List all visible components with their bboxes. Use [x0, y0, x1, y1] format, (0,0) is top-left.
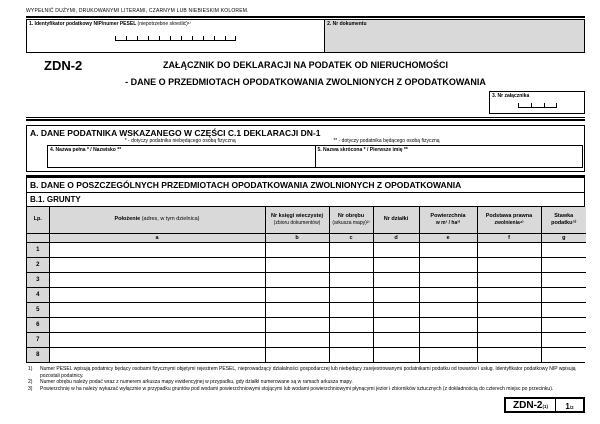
cell-input[interactable] — [477, 272, 541, 287]
cell-input[interactable] — [265, 272, 329, 287]
cell-input[interactable] — [49, 257, 265, 272]
table-header-row — [27, 207, 586, 233]
precinct-header-sub: (arkusza mapy)²⁾ — [332, 220, 370, 227]
cell-input[interactable] — [419, 302, 477, 317]
cell-input[interactable] — [373, 302, 419, 317]
table-row — [27, 332, 586, 347]
cell-input[interactable] — [373, 347, 419, 362]
footnote-text: Powierzchnię w ha należy wykazać wyłącznie w przypadku gruntów pod wodami powierzchniowymi stojącymi lub wodami powierzchniowymi płynącymi jezior i zbiorników sztucznych (z dokładnością do czterech miejsc po przecinku). — [40, 385, 554, 392]
form-code: ZDN-2 — [44, 58, 83, 73]
table-row — [27, 317, 586, 332]
section-b — [26, 175, 585, 363]
document-number-field[interactable] — [325, 19, 585, 53]
section-a — [26, 125, 585, 172]
cell-input[interactable] — [373, 317, 419, 332]
cell-input[interactable] — [329, 257, 373, 272]
cell-input[interactable] — [541, 347, 586, 362]
attachment-number-comb[interactable] — [492, 103, 582, 108]
footer-code-sub: (1) — [542, 404, 548, 409]
cell-input[interactable] — [265, 332, 329, 347]
row-number: 1 — [27, 242, 49, 257]
cell-input[interactable] — [477, 332, 541, 347]
table-row — [27, 257, 586, 272]
cell-input[interactable] — [541, 242, 586, 257]
column-header-area — [419, 207, 477, 233]
cell-input[interactable] — [477, 257, 541, 272]
short-name-field[interactable] — [316, 145, 584, 168]
cell-input[interactable] — [49, 272, 265, 287]
full-name-label: 4. Nazwa pełna * / Nazwisko ** — [50, 147, 122, 153]
column-header-location — [49, 207, 265, 233]
cell-input[interactable] — [265, 287, 329, 302]
column-letter: f — [477, 233, 541, 242]
row-number: 7 — [27, 332, 49, 347]
cell-input[interactable] — [419, 332, 477, 347]
cell-input[interactable] — [541, 302, 586, 317]
cell-input[interactable] — [329, 302, 373, 317]
row-number: 2 — [27, 257, 49, 272]
column-header-tax-rate: Stawka podatku⁵⁾ — [541, 207, 586, 233]
cell-input[interactable] — [419, 257, 477, 272]
legal-basis-header-sub: zwolnienia⁴⁾ — [494, 220, 524, 227]
row-number: 3 — [27, 272, 49, 287]
cell-input[interactable] — [265, 302, 329, 317]
tax-id-label-note: (niepotrzebne skreślić)¹⁾ — [137, 21, 191, 27]
land-register-header-sub: (zbioru dokumentów) — [273, 220, 321, 227]
top-field-row — [26, 19, 585, 53]
section-a-title: A. DANE PODATNIKA WSKAZANEGO W CZĘŚCI C.1 DEKLARACJI DN-1 — [30, 128, 321, 138]
cell-input[interactable] — [477, 347, 541, 362]
column-letter-empty — [27, 233, 49, 242]
cell-input[interactable] — [329, 317, 373, 332]
cell-input[interactable] — [329, 332, 373, 347]
table-row — [27, 242, 586, 257]
cell-input[interactable] — [265, 257, 329, 272]
table-row — [27, 272, 586, 287]
section-a-fields — [47, 145, 583, 168]
title-block — [26, 57, 585, 90]
cell-input[interactable] — [419, 242, 477, 257]
full-name-field[interactable] — [47, 145, 316, 168]
footnote-3 — [26, 386, 585, 393]
cell-input[interactable] — [477, 242, 541, 257]
cell-input[interactable] — [373, 242, 419, 257]
attachment-number-row — [26, 91, 585, 114]
note-non-individual: * - dotyczy podatnika niebędącego osobą fizyczną — [124, 138, 236, 144]
note-individual: ** - dotyczy podatnika będącego osobą fizyczną — [333, 138, 440, 144]
footnote-text: Numer PESEL wpisują podatnicy będący osobami fizycznymi objętymi rejestrem PESEL, nieprowadzący działalności gospodarczej lub niebędący zarejestrowanymi podatnikami podatku od towarów i usług. Identyfikator podatkowy NIP wpisują pozostali podatnicy. — [40, 366, 576, 379]
document-number-label: 2. Nr dokumentu — [327, 21, 367, 27]
footnote-number: 1) — [28, 366, 33, 372]
attachment-number-field[interactable] — [489, 91, 585, 114]
tax-id-label-main: 1. Identyfikator podatkowy NIP/numer PESEL — [29, 21, 137, 27]
row-number: 4 — [27, 287, 49, 302]
footer-page-sub: /2 — [569, 405, 574, 410]
footer-code-main: ZDN-2 — [513, 400, 543, 411]
column-header-lp: Lp. — [27, 207, 49, 233]
short-name-label: 5. Nazwa skrócona * / Pierwsze imię ** — [317, 147, 408, 153]
cell-input[interactable] — [419, 287, 477, 302]
cell-input[interactable] — [265, 242, 329, 257]
cell-input[interactable] — [49, 302, 265, 317]
tax-id-field-label — [29, 21, 322, 27]
cell-input[interactable] — [477, 317, 541, 332]
footer-page-number — [556, 399, 583, 411]
cell-input[interactable] — [541, 287, 586, 302]
column-letter: d — [373, 233, 419, 242]
cell-input[interactable] — [477, 287, 541, 302]
column-letter: b — [265, 233, 329, 242]
tax-id-field[interactable] — [26, 19, 325, 53]
cell-input[interactable] — [373, 272, 419, 287]
cell-input[interactable] — [373, 257, 419, 272]
column-header-plot: Nr działki — [373, 207, 419, 233]
footnote-number: 2) — [28, 379, 33, 385]
legal-basis-header-main: Podstawa prawna — [485, 213, 533, 220]
cell-input[interactable] — [329, 272, 373, 287]
table-row — [27, 302, 586, 317]
section-divider — [26, 117, 585, 121]
cell-input[interactable] — [49, 317, 265, 332]
precinct-header-main: Nr obrębu — [337, 213, 365, 220]
attachment-number-label: 3. Nr załącznika — [492, 93, 530, 99]
cell-input[interactable] — [49, 242, 265, 257]
grounds-table — [27, 207, 586, 362]
section-a-notes — [27, 138, 584, 145]
footnote-text: Numer obrębu należy podać wraz z numerem arkusza mapy ewidencyjnej w przypadku, gdy działki numerowane są w ramach arkusza mapy. — [40, 379, 353, 385]
location-header-main: Położenie — [114, 216, 141, 223]
column-letter: c — [329, 233, 373, 242]
cell-input[interactable] — [419, 272, 477, 287]
cell-input[interactable] — [541, 272, 586, 287]
form-title: ZAŁĄCZNIK DO DEKLARACJI NA PODATEK OD NIERUCHOMOŚCI — [163, 60, 448, 70]
column-header-precinct — [329, 207, 373, 233]
cell-input[interactable] — [373, 287, 419, 302]
footnote-1 — [26, 366, 585, 379]
column-header-land-register — [265, 207, 329, 233]
location-header-sub: (adres, w tym dzielnica) — [141, 216, 200, 223]
table-row — [27, 287, 586, 302]
cell-input[interactable] — [49, 332, 265, 347]
footer-form-code — [506, 399, 556, 411]
page-footer — [26, 397, 585, 413]
fill-instruction-text: WYPEŁNIĆ DUŻYMI, DRUKOWANYMI LITERAMI, CZARNYM LUB NIEBIESKIM KOLOREM. — [26, 8, 249, 14]
cell-input[interactable] — [419, 347, 477, 362]
column-letter: a — [49, 233, 265, 242]
top-divider — [26, 16, 585, 18]
area-header-sub: w m² / ha³⁾ — [435, 220, 461, 227]
cell-input[interactable] — [329, 287, 373, 302]
cell-input[interactable] — [329, 347, 373, 362]
land-register-header-main: Nr księgi wieczystej — [271, 213, 323, 220]
cell-input[interactable] — [477, 302, 541, 317]
row-number: 6 — [27, 317, 49, 332]
table-row — [27, 347, 586, 362]
footer-page-main: 1 — [565, 402, 570, 411]
cell-input[interactable] — [419, 317, 477, 332]
cell-input[interactable] — [373, 332, 419, 347]
cell-input[interactable] — [49, 347, 265, 362]
cell-input[interactable] — [265, 347, 329, 362]
cell-input[interactable] — [49, 287, 265, 302]
footnote-number: 3) — [28, 385, 33, 392]
section-b-title: B. DANE O POSZCZEGÓLNYCH PRZEDMIOTACH OPODATKOWANIA ZWOLNIONYCH Z OPODATKOWANIA — [27, 178, 584, 193]
footer-box — [504, 397, 585, 413]
tax-id-digit-comb[interactable] — [29, 36, 322, 41]
footnotes — [26, 366, 585, 392]
column-letter-row — [27, 233, 586, 242]
form-subtitle: - DANE O PRZEDMIOTACH OPODATKOWANIA ZWOLNIONYCH Z OPODATKOWANIA — [125, 77, 486, 87]
cell-input[interactable] — [541, 332, 586, 347]
cell-input[interactable] — [265, 317, 329, 332]
column-letter: e — [419, 233, 477, 242]
form-content — [26, 8, 585, 413]
cell-input[interactable] — [541, 257, 586, 272]
column-letter: g — [541, 233, 586, 242]
cell-input[interactable] — [541, 317, 586, 332]
cell-input[interactable] — [329, 242, 373, 257]
area-header-main: Powierzchnia — [430, 213, 466, 220]
row-number: 8 — [27, 347, 49, 362]
row-number: 5 — [27, 302, 49, 317]
section-b1-title: B.1. GRUNTY — [27, 193, 584, 207]
column-header-legal-basis — [477, 207, 541, 233]
